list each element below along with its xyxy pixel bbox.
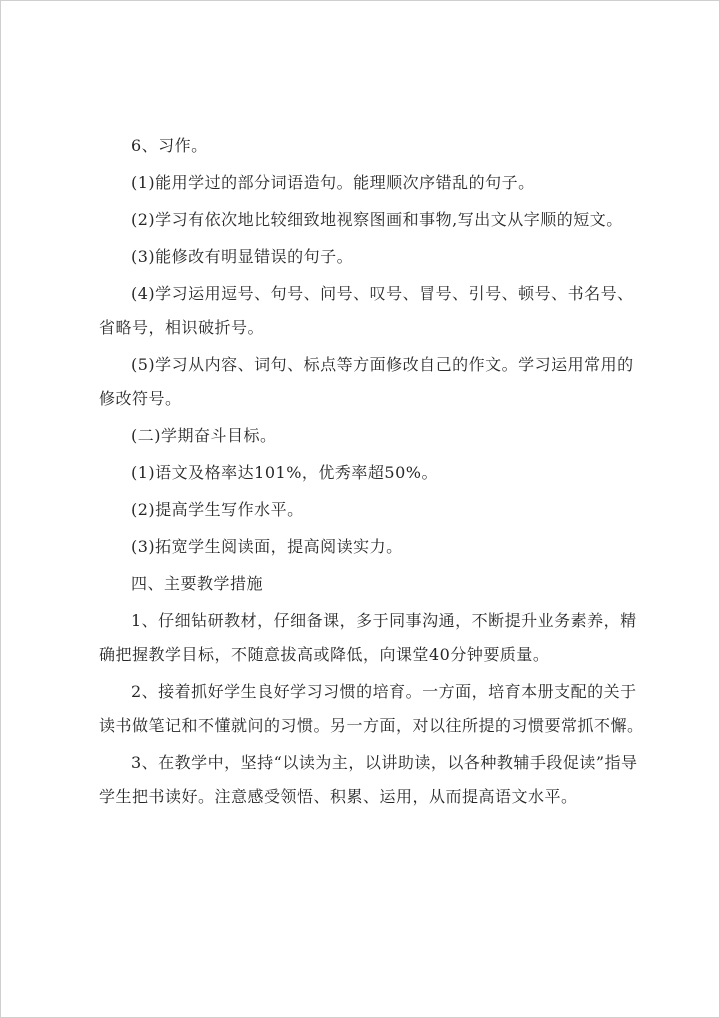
paragraph-writing-heading: 6、习作。 — [131, 136, 208, 155]
paragraph-writing-item-2: (2)学习有依次地比较细致地视察图画和事物,写出文从字顺的短文。 — [131, 210, 623, 229]
paragraph-goals-heading: (二)学期奋斗目标。 — [131, 426, 277, 445]
paragraph-goals-item-1: (1)语文及格率达101%，优秀率超50%。 — [131, 463, 438, 482]
paragraph-measures-item-2: 2、接着抓好学生良好学习习惯的培育。一方面，培育本册支配的关于读书做笔记和不懂就问的习惯。另一方面，对以往所提的习惯要常抓不懈。 — [99, 682, 644, 735]
paragraph-measures-heading: 四、主要教学措施 — [131, 574, 264, 593]
paragraph-writing-item-4: (4)学习运用逗号、句号、问号、叹号、冒号、引号、顿号、书名号、省略号，相识破折号。 — [99, 284, 634, 337]
paragraph-goals-item-3: (3)拓宽学生阅读面，提高阅读实力。 — [131, 537, 403, 556]
paragraph-writing-item-1: (1)能用学过的部分词语造句。能理顺次序错乱的句子。 — [131, 173, 535, 192]
paragraph-measures-item-1: 1、仔细钻研教材，仔细备课，多于同事沟通，不断提升业务素养，精确把握教学目标，不随意拔高或降低，向课堂40分钟要质量。 — [99, 611, 637, 664]
paragraph-goals-item-2: (2)提高学生写作水平。 — [131, 500, 304, 519]
document-body — [99, 129, 644, 817]
paragraph-writing-item-3: (3)能修改有明显错误的句子。 — [131, 247, 354, 266]
paragraph-writing-item-5: (5)学习从内容、词句、标点等方面修改自己的作文。学习运用常用的修改符号。 — [99, 355, 634, 408]
paragraph-measures-item-3: 3、在教学中，坚持“以读为主，以讲助读，以各种教辅手段促读”指导学生把书读好。注意感受领悟、积累、运用，从而提高语文水平。 — [99, 753, 638, 806]
